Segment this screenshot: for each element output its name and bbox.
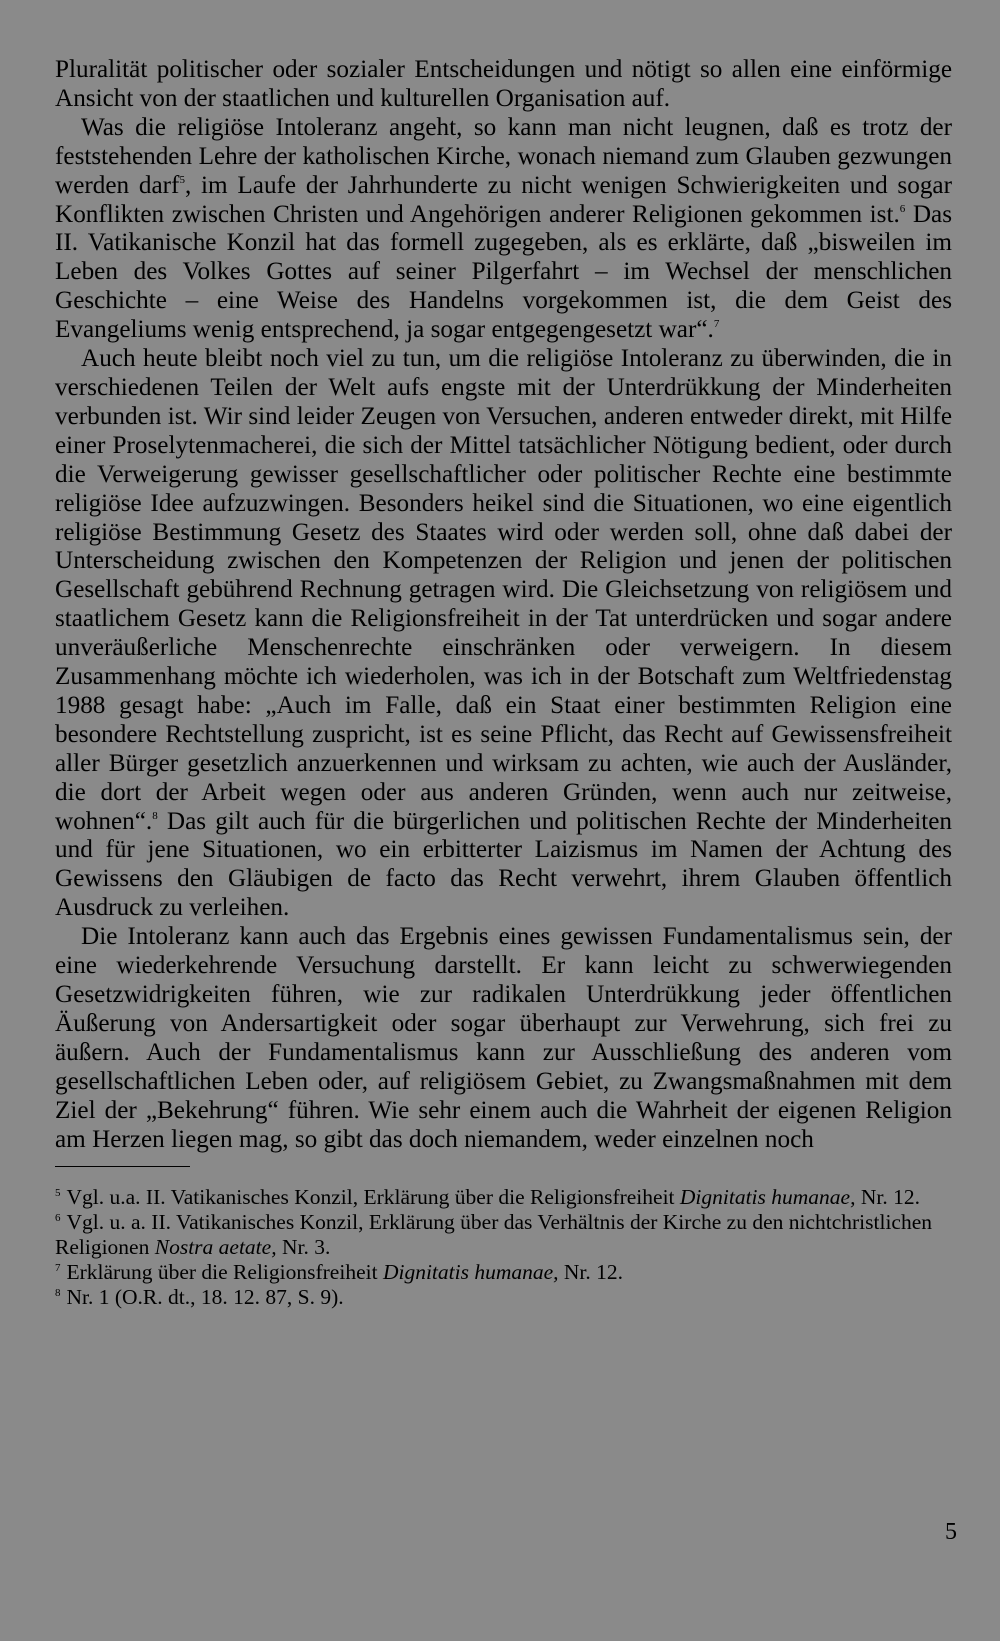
footnote-title: Nostra aetate,	[154, 1235, 277, 1260]
footnote-mark: 6	[55, 1212, 61, 1225]
footnote-text: Vgl. u. a. II. Vatikanisches Konzil, Erklärung über das Verhältnis der Kirche zu den nichtchristlichen Religionen	[55, 1210, 933, 1260]
footnote-title: Dignitatis humanae,	[382, 1260, 559, 1285]
footnote-ref-8: 8	[152, 809, 158, 822]
paragraph-3	[55, 345, 952, 923]
footnote-mark: 8	[55, 1287, 61, 1300]
footnote-ref-7: 7	[713, 318, 720, 331]
footnote-tail: Nr. 12.	[855, 1185, 920, 1210]
footnote-ref-5: 5	[179, 173, 185, 186]
paragraph-2-text-c: Das II. Vatikanische Konzil hat das formell zugegeben, als es erklärte, daß „bisweilen im Leben des Volkes Gottes auf seiner Pilgerfahrt – im Wechsel der menschlichen Geschichte – eine Weise des Handelns vorgekommen ist, die dem Geist des Evangeliums wenig entsprechend, ja sogar entgegengesetzt war“.	[55, 200, 952, 344]
footnote-text: Nr. 1 (O.R. dt., 18. 12. 87, S. 9).	[66, 1285, 344, 1310]
paragraph-1	[55, 56, 952, 114]
paragraph-2	[55, 114, 952, 345]
document-page	[55, 56, 952, 1310]
footnote-text: Vgl. u.a. II. Vatikanisches Konzil, Erklärung über die Religionsfreiheit	[66, 1185, 680, 1210]
paragraph-3-text-a: Auch heute bleibt noch viel zu tun, um die religiöse Intoleranz zu überwinden, die in verschiedenen Teilen der Welt aufs engste mit der Unterdrükkung der Minderheiten verbunden ist. Wir sind leider Zeugen von Versuchen, anderen entweder direkt, mit Hilfe einer Proselytenmacherei, die sich der Mittel tatsächlicher Nötigung bedient, oder durch die Verweigerung gewisser gesellschaftlicher oder politischer Rechte eine bestimmte religiöse Idee aufzuzwingen. Besonders heikel sind die Situationen, wo eine eigentlich religiöse Bestimmung Gesetz des Staates wird oder werden soll, ohne daß dabei der Unterscheidung zwischen den Kompetenzen der Religion und jenen der politischen Gesellschaft gebührend Rechnung getragen wird. Die Gleichsetzung von religiösem und staatlichem Gesetz kann die Religionsfreiheit in der Tat unterdrücken und sogar andere unveräußerliche Menschenrechte einschränken oder verweigern. In diesem Zusammenhang möchte ich wiederholen, was ich in der Botschaft zum Weltfriedenstag 1988 gesagt habe: „Auch im Falle, daß ein Staat einer bestimmten Religion eine besondere Rechtstellung zuspricht, ist es seine Pflicht, das Recht auf Gewissensfreiheit aller Bürger gesetzlich anzuerkennen und wirksam zu achten, wie auch der Ausländer, die dort der Arbeit wegen oder aus anderen Gründen, wenn auch nur zeitweise, wohnen“.	[55, 345, 952, 835]
footnote-5	[55, 1185, 952, 1210]
paragraph-4-text: Die Intoleranz kann auch das Ergebnis eines gewissen Fundamentalismus sein, der eine wiederkehrende Versuchung darstellt. Er kann leicht zu schwerwiegenden Gesetzwidrigkeiten führen, wie zur radikalen Unterdrükkung jeder öffentlichen Äußerung von Andersartigkeit oder sogar überhaupt zur Verwehrung, sich frei zu äußern. Auch der Fundamentalismus kann zur Ausschließung des anderen vom gesellschaftlichen Leben oder, auf religiösem Gebiet, zu Zwangsmaßnahmen mit dem Ziel der „Bekehrung“ führen. Wie sehr einem auch die Wahrheit der eigenen Religion am Herzen liegen mag, so gibt das doch niemandem, weder einzelnen noch	[55, 923, 952, 1153]
page-number: 5	[945, 1519, 957, 1545]
footnote-tail: Nr. 3.	[276, 1235, 331, 1260]
paragraph-4	[55, 923, 952, 1154]
footnote-tail: Nr. 12.	[558, 1260, 624, 1285]
paragraph-2-text-b: , im Laufe der Jahrhunderte zu nicht wenigen Schwierigkeiten und sogar Konflikten zwischen Christen und Angehörigen anderer Religionen gekommen ist.	[55, 171, 952, 228]
footnote-mark: 7	[55, 1262, 61, 1275]
footnote-text: Erklärung über die Religionsfreiheit	[66, 1260, 383, 1285]
footnote-8	[55, 1285, 952, 1310]
paragraph-3-text-b: Das gilt auch für die bürgerlichen und politischen Rechte der Minderheiten und für jene Situationen, wo ein erbitterter Laizismus im Namen der Achtung des Gewissens den Gläubigen de facto das Recht verwehrt, ihrem Glauben öffentlich Ausdruck zu verleihen.	[55, 807, 952, 922]
footnote-title: Dignitatis humanae,	[679, 1185, 856, 1210]
footnote-6	[55, 1210, 952, 1260]
paragraph-2-text-a: Was die religiöse Intoleranz angeht, so kann man nicht leugnen, daß es trotz der feststehenden Lehre der katholischen Kirche, wonach niemand zum Glauben gezwungen werden darf	[55, 113, 952, 199]
footnotes	[55, 1185, 952, 1310]
footnote-7	[55, 1260, 952, 1285]
paragraph-1-text: Pluralität politischer oder sozialer Entscheidungen und nötigt so allen eine einförmige Ansicht von der staatlichen und kulturellen Organisation auf.	[55, 56, 952, 112]
body-text	[55, 56, 952, 1154]
footnote-divider	[55, 1166, 190, 1167]
footnote-ref-6: 6	[899, 202, 906, 215]
footnote-mark: 5	[55, 1187, 61, 1200]
